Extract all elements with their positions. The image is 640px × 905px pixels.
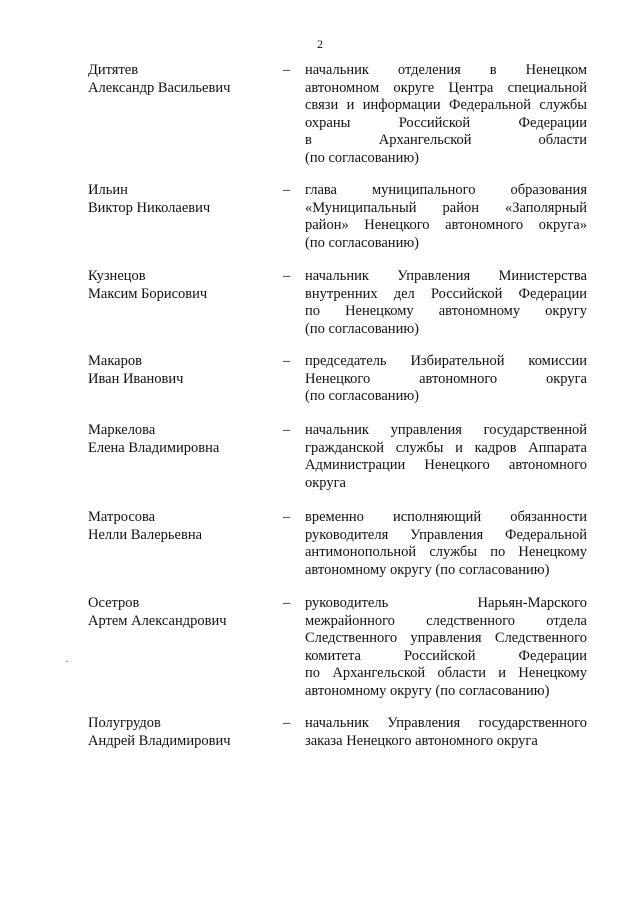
role-line: внутренних дел Российской Федерации: [305, 285, 587, 302]
role-line: антимонопольной службы по Ненецкому: [305, 544, 587, 560]
role-line: (по согласованию): [305, 388, 419, 404]
role-line: (по согласованию): [305, 234, 419, 251]
member-given-names: Александр Васильевич: [88, 79, 231, 96]
dash-separator: –: [283, 595, 291, 611]
role-line: гражданской службы и кадров Аппарата: [305, 439, 587, 456]
member-given-names: Максим Борисович: [88, 285, 208, 302]
role-line: глава муниципального образования: [305, 182, 587, 198]
member-surname: Осетров: [88, 595, 140, 611]
dash-separator: –: [283, 268, 291, 284]
role-line: связи и информации Федеральной службы: [305, 97, 587, 113]
role-line: председатель Избирательной комиссии: [305, 353, 587, 369]
member-given-names: Иван Иванович: [88, 370, 184, 387]
role-line: автономному округу (по согласованию): [305, 561, 550, 578]
role-line: по Архангельской области и Ненецкому: [305, 665, 587, 681]
role-line: комитета Российской Федерации: [305, 647, 587, 664]
role-line: Администрации Ненецкого автономного: [305, 457, 587, 473]
page-number: 2: [317, 37, 323, 51]
member-name: [88, 715, 278, 750]
role-line: округа: [305, 474, 346, 491]
member-role: [305, 353, 587, 406]
role-line: начальник Управления государственного: [305, 715, 587, 731]
member-given-names: Елена Владимировна: [88, 439, 220, 456]
member-surname: Полугрудов: [88, 715, 161, 731]
member-surname: Макаров: [88, 353, 142, 369]
role-line: охраны Российской Федерации: [305, 114, 587, 131]
member-surname: Маркелова: [88, 422, 156, 438]
role-line: руководитель Нарьян-Марского: [305, 595, 587, 611]
member-given-names: Нелли Валерьевна: [88, 526, 203, 543]
dash-separator: –: [283, 422, 291, 438]
dash-separator: –: [283, 715, 291, 731]
member-name: [88, 353, 278, 388]
dash-separator: –: [283, 509, 291, 525]
member-role: [305, 182, 587, 252]
member-name: [88, 509, 278, 544]
member-role: [305, 422, 587, 492]
member-role: [305, 595, 587, 700]
role-line: руководителя Управления Федеральной: [305, 526, 587, 543]
dash-separator: –: [283, 182, 291, 198]
member-name: [88, 422, 278, 457]
member-given-names: Артем Александрович: [88, 612, 227, 629]
member-surname: Кузнецов: [88, 268, 146, 284]
member-role: [305, 715, 587, 750]
role-line: в Архангельской области: [305, 132, 587, 148]
role-line: межрайонного следственного отдела: [305, 612, 587, 629]
role-line: автономному округу (по согласованию): [305, 682, 550, 699]
role-line: начальник Управления Министерства: [305, 268, 587, 284]
dash-separator: –: [283, 62, 291, 78]
role-line: (по согласованию): [305, 320, 419, 337]
role-line: заказа Ненецкого автономного округа: [305, 732, 538, 749]
member-name: [88, 62, 278, 97]
member-role: [305, 268, 587, 338]
role-line: Ненецкого автономного округа: [305, 370, 587, 387]
member-name: [88, 268, 278, 303]
member-name: [88, 595, 278, 630]
dash-separator: –: [283, 353, 291, 369]
role-line: автономном округе Центра специальной: [305, 79, 587, 96]
member-surname: Дитятев: [88, 62, 139, 78]
role-line: начальник отделения в Ненецком: [305, 62, 587, 78]
role-line: начальник управления государственной: [305, 422, 587, 438]
role-line: «Муниципальный район «Заполярный: [305, 199, 587, 216]
role-line: (по согласованию): [305, 149, 419, 166]
role-line: временно исполняющий обязанности: [305, 509, 587, 525]
member-given-names: Виктор Николаевич: [88, 199, 211, 216]
scan-speck: [66, 661, 68, 662]
member-given-names: Андрей Владимирович: [88, 732, 231, 749]
member-role: [305, 62, 587, 167]
role-line: район» Ненецкого автономного округа»: [305, 217, 587, 233]
member-surname: Матросова: [88, 509, 156, 525]
member-surname: Ильин: [88, 182, 128, 198]
member-name: [88, 182, 278, 217]
role-line: по Ненецкому автономному округу: [305, 303, 587, 319]
role-line: Следственного управления Следственного: [305, 630, 587, 646]
member-role: [305, 509, 587, 579]
